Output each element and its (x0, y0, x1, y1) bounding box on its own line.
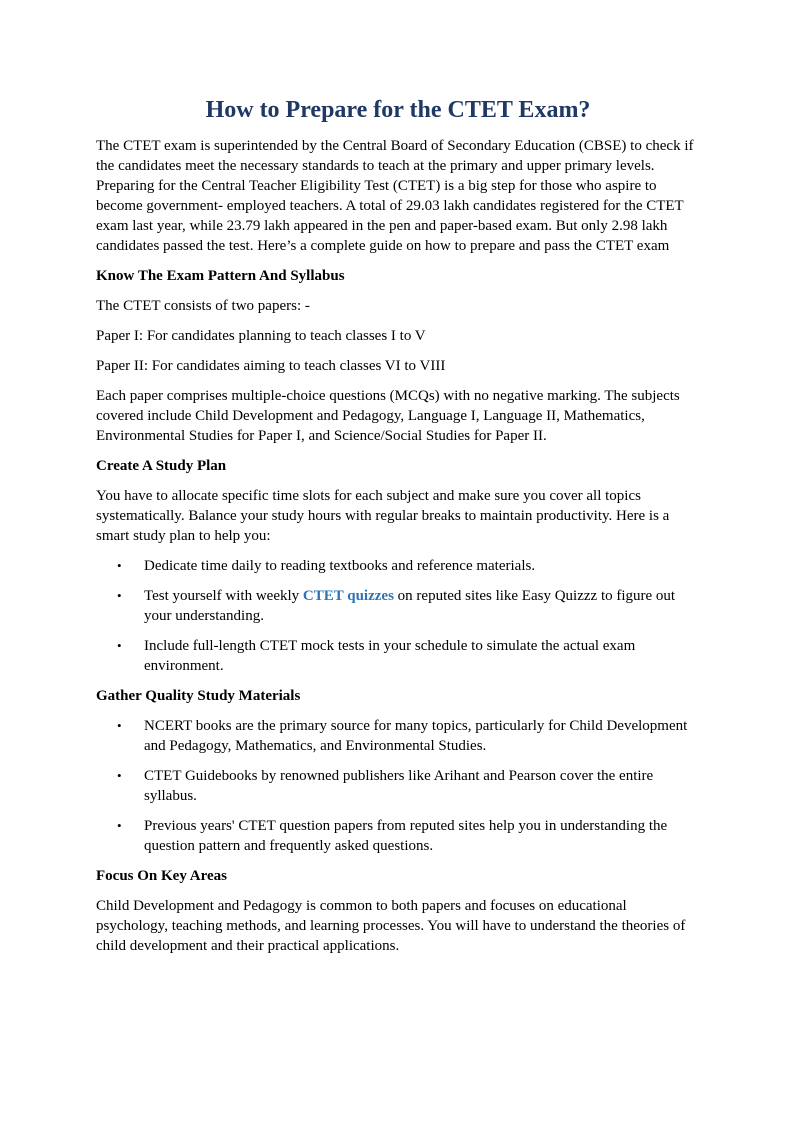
list-item (96, 586, 700, 626)
document-page (96, 96, 700, 966)
list-item-text: Include full-length CTET mock tests in your schedule to simulate the actual exam environment. (144, 638, 636, 674)
list-item (96, 766, 700, 806)
intro-paragraph: The CTET exam is superintended by the Central Board of Secondary Education (CBSE) to check if the candidates meet the necessary standards to teach at the primary and upper primary levels. Preparing for the Central Teacher Eligibility Test (CTET) is a big step for those who aspire to become government- employed teachers. A total of 29.03 lakh candidates registered for the CTET exam last year, while 23.79 lakh appeared in the pen and paper-based exam. But only 2.98 lakh candidates passed the test. Here’s a complete guide on how to prepare and pass the CTET exam (96, 138, 694, 254)
section-heading-key-areas: Focus On Key Areas (96, 868, 227, 884)
list-item (96, 636, 700, 676)
list-item-text: CTET Guidebooks by renowned publishers like Arihant and Pearson cover the entire syllabus. (144, 768, 654, 804)
list-item (96, 816, 700, 856)
list-item-text: Test yourself with weekly (144, 588, 303, 604)
section-heading-study-plan: Create A Study Plan (96, 458, 227, 474)
list-item-text: NCERT books are the primary source for many topics, particularly for Child Development and Pedagogy, Mathematics, and Environmental Studies. (144, 718, 688, 754)
paragraph-key-areas: Child Development and Pedagogy is common to both papers and focuses on educational psychology, teaching methods, and learning processes. You will have to understand the theories of child development and their practical applications. (96, 898, 686, 954)
bullet-icon: • (117, 638, 122, 653)
study-materials-list (96, 716, 700, 856)
study-plan-list (96, 556, 700, 676)
bullet-icon: • (117, 588, 122, 603)
page-title: How to Prepare for the CTET Exam? (205, 97, 591, 123)
list-item-text: Previous years' CTET question papers from reputed sites help you in understanding the question pattern and frequently asked questions. (144, 818, 668, 854)
section-heading-study-materials: Gather Quality Study Materials (96, 688, 301, 704)
ctet-quizzes-link[interactable]: CTET quizzes (302, 588, 394, 604)
list-item-text: on reputed sites like Easy Quizzz to figure out your understanding. (144, 588, 676, 624)
list-item (96, 556, 700, 576)
bullet-icon: • (117, 818, 122, 833)
section-heading-exam-pattern: Know The Exam Pattern And Syllabus (96, 268, 345, 284)
bullet-icon: • (117, 718, 122, 733)
paragraph-two-papers: The CTET consists of two papers: - (96, 298, 310, 314)
paragraph-paper-2: Paper II: For candidates aiming to teach classes VI to VIII (96, 358, 446, 374)
list-item (96, 716, 700, 756)
paragraph-study-plan: You have to allocate specific time slots for each subject and make sure you cover all topics systematically. Balance your study hours with regular breaks to maintain productivity. Here is a smart study plan to help you: (96, 488, 670, 544)
bullet-icon: • (117, 768, 122, 783)
paragraph-paper-1: Paper I: For candidates planning to teach classes I to V (96, 328, 426, 344)
bullet-icon: • (117, 558, 122, 573)
paragraph-mcq-subjects: Each paper comprises multiple-choice questions (MCQs) with no negative marking. The subjects covered include Child Development and Pedagogy, Language I, Language II, Mathematics, Environmental Studies for Paper I, and Science/Social Studies for Paper II. (96, 388, 680, 444)
list-item-text: Dedicate time daily to reading textbooks and reference materials. (144, 558, 536, 574)
